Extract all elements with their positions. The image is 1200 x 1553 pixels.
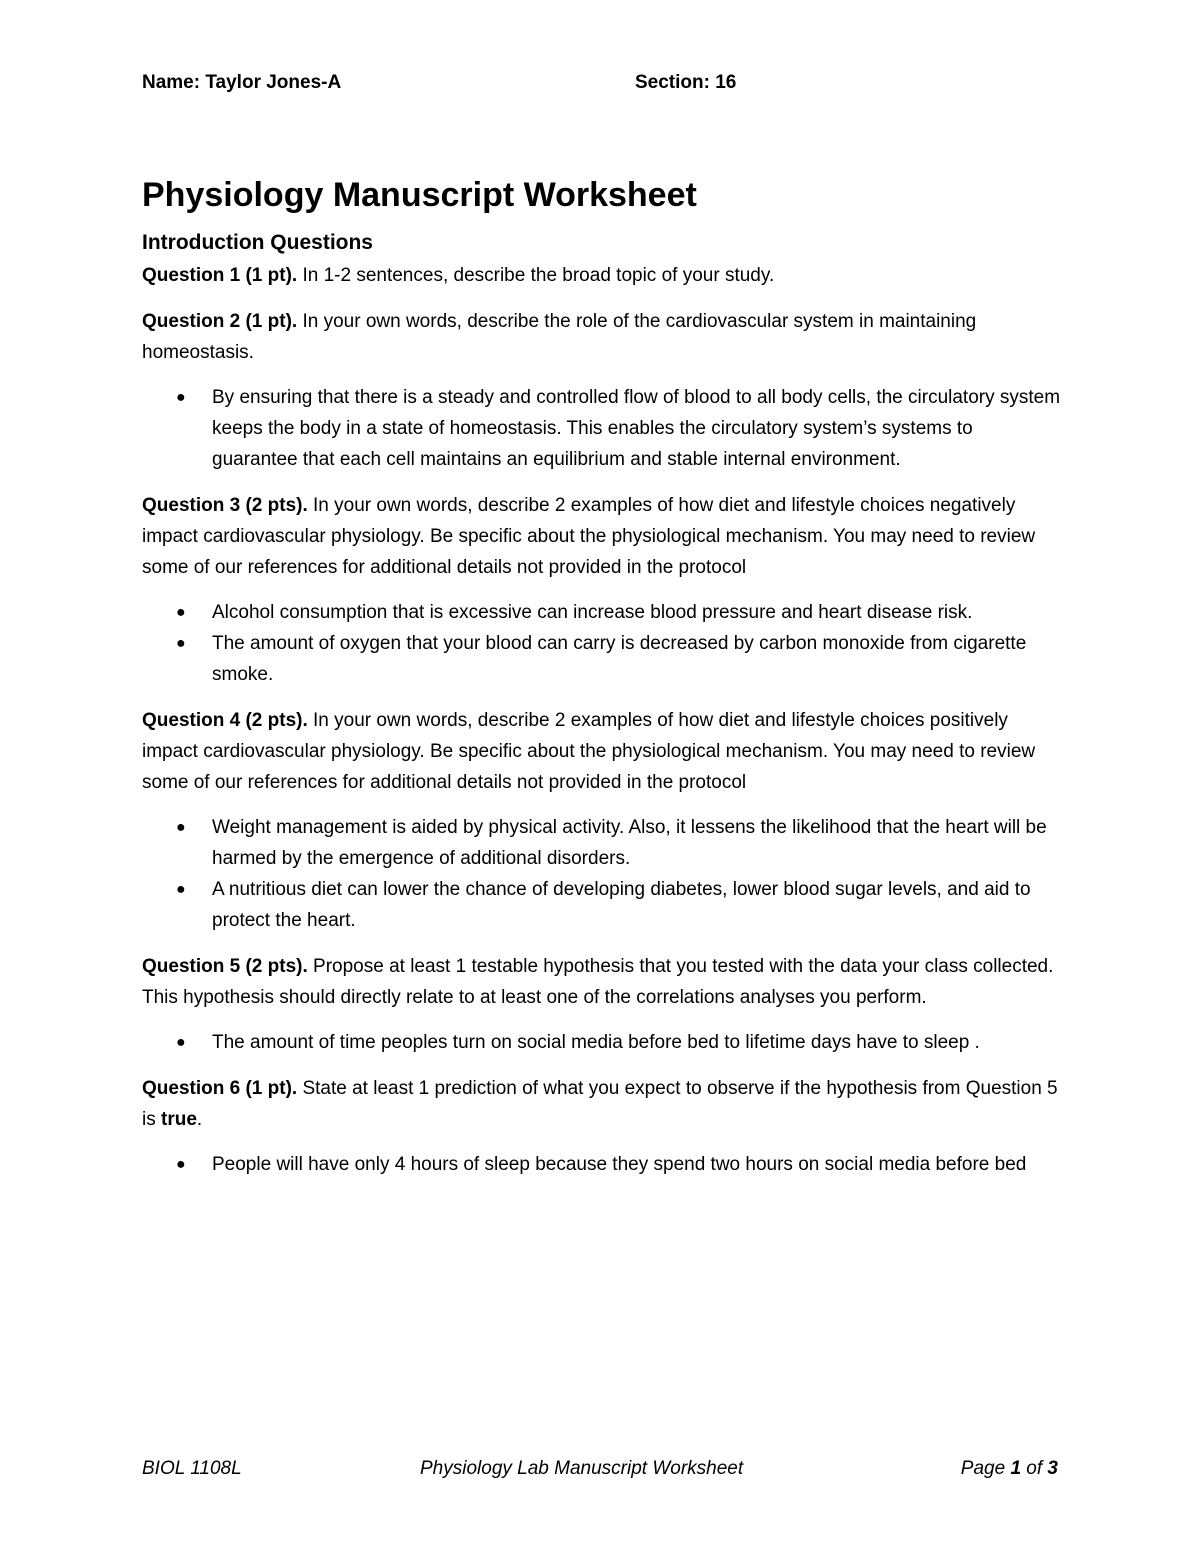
page-prefix: Page [960, 1458, 1011, 1479]
question-3 [142, 490, 1062, 583]
question-label: Question 1 (1 pt). [142, 265, 298, 286]
section-heading: Introduction Questions [142, 231, 373, 254]
page-total: 3 [1047, 1458, 1058, 1479]
course-code: BIOL 1108L [142, 1458, 242, 1479]
answer-text: The amount of oxygen that your blood can carry is decreased by carbon monoxide from cigarette smoke. [212, 633, 1027, 685]
answer-text: People will have only 4 hours of sleep because they spend two hours on social media before bed [212, 1154, 1027, 1175]
answer-item [176, 1027, 1062, 1058]
question-label: Question 4 (2 pts). [142, 710, 308, 731]
student-name: Name: Taylor Jones-A [142, 72, 342, 93]
bullet-icon: ● [176, 819, 186, 836]
answer-item [176, 874, 1062, 936]
question-text: In 1-2 sentences, describe the broad topic of your study. [297, 265, 775, 286]
answer-item [176, 382, 1062, 475]
answer-list [142, 382, 1062, 475]
page-footer [142, 1458, 1062, 1486]
question-label: Question 2 (1 pt). [142, 311, 298, 332]
answer-item [176, 1149, 1062, 1180]
answer-item [176, 628, 1062, 690]
question-label: Question 6 (1 pt). [142, 1078, 298, 1099]
answer-item [176, 812, 1062, 874]
bullet-icon: ● [176, 604, 186, 621]
question-2 [142, 306, 1062, 368]
question-text: Propose at least 1 testable hypothesis that you tested with the data your class collected. This hypothesis should directly relate to at least one of the correlations analyses you perform. [142, 956, 1054, 1008]
answer-list [142, 1027, 1062, 1058]
footer-title: Physiology Lab Manuscript Worksheet [420, 1458, 744, 1479]
answer-item [176, 597, 1062, 628]
page-number [961, 1458, 1058, 1480]
emphasis-true: true [161, 1109, 197, 1130]
page-header [142, 72, 1062, 100]
question-text: In your own words, describe 2 examples of how diet and lifestyle choices negatively impact cardiovascular physiology. Be specific about the physiological mechanism. You may need to review some of our references for additional details not provided in the protocol [142, 495, 1036, 578]
answer-text: The amount of time peoples turn on social media before bed to lifetime days have to sleep . [212, 1032, 980, 1053]
question-text: In your own words, describe the role of the cardiovascular system in maintaining homeostasis. [142, 311, 977, 363]
section-number: Section: 16 [635, 72, 737, 93]
bullet-icon: ● [176, 389, 186, 406]
answer-list [142, 812, 1062, 936]
page-title: Physiology Manuscript Worksheet [142, 176, 697, 214]
question-label: Question 3 (2 pts). [142, 495, 308, 516]
question-label: Question 5 (2 pts). [142, 956, 308, 977]
answer-text: Weight management is aided by physical activity. Also, it lessens the likelihood that the heart will be harmed by the emergence of additional disorders. [212, 817, 1047, 869]
question-4 [142, 705, 1062, 798]
bullet-icon: ● [176, 635, 186, 652]
answer-list [142, 597, 1062, 690]
answer-text: A nutritious diet can lower the chance of developing diabetes, lower blood sugar levels, and aid to protect the heart. [212, 879, 1031, 931]
page-current: 1 [1010, 1458, 1022, 1479]
question-6 [142, 1073, 1062, 1135]
question-text: In your own words, describe 2 examples of how diet and lifestyle choices positively impact cardiovascular physiology. Be specific about the physiological mechanism. You may need to review some of our references for additional details not provided in the protocol [142, 710, 1036, 793]
question-text-end: . [196, 1109, 203, 1130]
answer-text: Alcohol consumption that is excessive can increase blood pressure and heart disease risk. [212, 602, 973, 623]
bullet-icon: ● [176, 881, 186, 898]
bullet-icon: ● [176, 1156, 186, 1173]
page-of: of [1021, 1458, 1048, 1479]
worksheet-content [142, 172, 1062, 1180]
question-text: State at least 1 prediction of what you expect to observe if the hypothesis from Question 5 is [142, 1078, 1058, 1130]
question-1 [142, 260, 1062, 291]
bullet-icon: ● [176, 1034, 186, 1051]
answer-list [142, 1149, 1062, 1180]
question-5 [142, 951, 1062, 1013]
answer-text: By ensuring that there is a steady and controlled flow of blood to all body cells, the circulatory system keeps the body in a state of homeostasis. This enables the circulatory system’s systems to guarantee that each cell maintains an equilibrium and stable internal environment. [212, 387, 1061, 470]
